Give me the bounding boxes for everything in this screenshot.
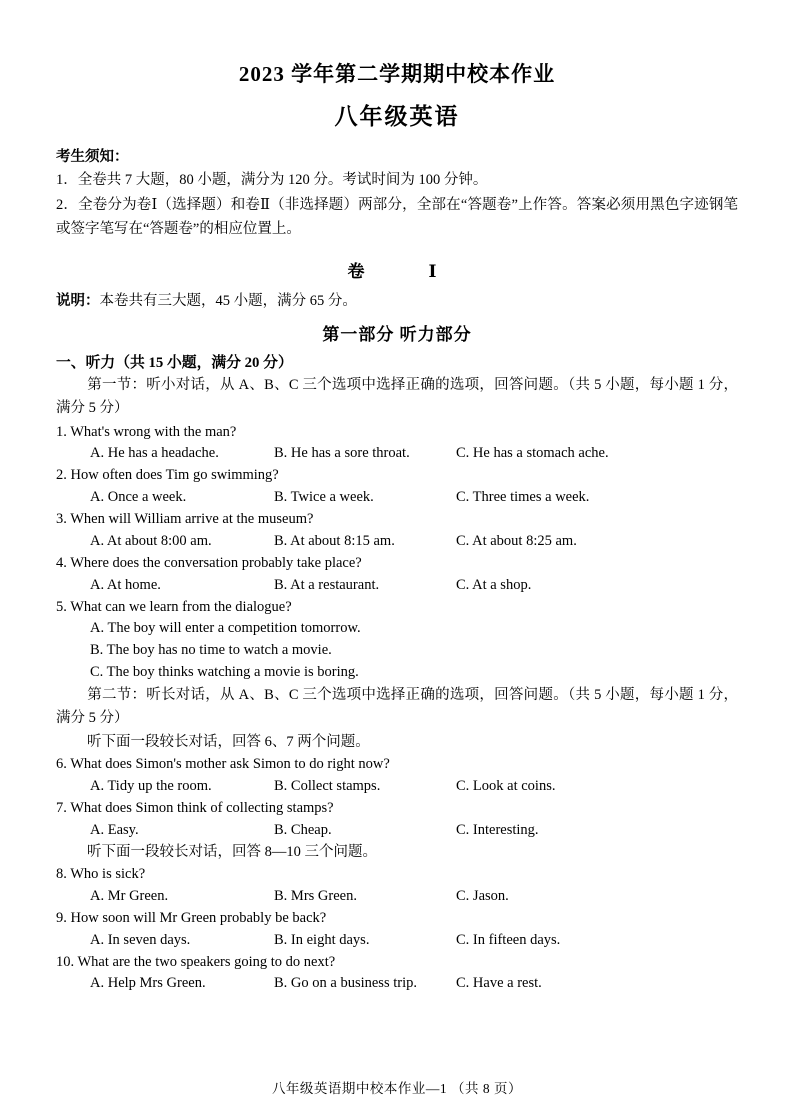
question-body: How soon will Mr Green probably be back? [70,909,327,926]
question-number: 5. [56,598,67,615]
option-b[interactable]: B. Cheap. [274,821,332,838]
option-a[interactable]: A. The boy will enter a competition tomorrow. [90,620,361,637]
notice-heading: 考生须知： [56,149,129,165]
page-title: 2023 学年第二学期期中校本作业 [238,62,556,86]
option-c[interactable]: C. At about 8:25 am. [456,532,577,549]
option-row [56,443,738,464]
option-row [56,487,738,508]
option-c[interactable]: C. Jason. [456,887,509,904]
question-body: When will William arrive at the museum? [70,511,314,528]
question-number: 10. [56,953,75,970]
option-b[interactable]: B. Twice a week. [274,489,374,506]
option-row [56,820,738,841]
question-text [56,798,738,820]
question-text [56,754,738,776]
question-body: Where does the conversation probably take place? [70,554,362,571]
option-c[interactable]: C. At a shop. [456,576,532,593]
section-one-note [56,374,738,421]
question-text [56,553,738,575]
option-b[interactable]: B. Collect stamps. [274,777,381,794]
option-c[interactable]: C. Look at coins. [456,777,556,794]
option-a[interactable]: A. Once a week. [90,489,187,506]
paper-label: 卷 Ⅰ [347,262,447,282]
option-a[interactable]: A. In seven days. [90,931,191,948]
paper-explain-text: 本卷共有三大题，45 小题，满分 65 分。 [99,293,357,310]
option-b[interactable]: B. He has a sore throat. [274,445,410,462]
option-a[interactable]: A. Easy. [90,821,139,838]
option-a[interactable]: A. Mr Green. [90,887,169,904]
question-number: 3. [56,511,67,528]
option-c[interactable]: C. Three times a week. [456,489,590,506]
question-text [56,465,738,487]
listening-heading: 一、听力（共 15 小题，满分 20 分） [56,354,293,371]
option-a[interactable]: A. Tidy up the room. [90,777,212,794]
page-subtitle: 八年级英语 [334,104,460,129]
section-one-note-text: 第一节：听小对话，从 A、B、C 三个选项中选择正确的选项，回答问题。（共 5 小题，每小题 1 分，满分 5 分） [56,376,738,417]
listening-instruction-2: 听下面一段较长对话，回答 8—10 三个问题。 [87,843,377,860]
question-text [56,597,738,619]
option-c[interactable]: C. Interesting. [456,821,539,838]
question-text [56,952,738,974]
question-body: What does Simon think of collecting stamps? [70,799,334,816]
option-b[interactable]: B. Go on a business trip. [274,975,417,992]
option-row [56,930,738,951]
option-a[interactable]: A. He has a headache. [90,445,219,462]
option-stack [56,618,738,683]
question-number: 6. [56,756,67,773]
option-row [56,531,738,552]
question-number: 4. [56,554,67,571]
part-one-title: 第一部分 听力部分 [322,324,472,344]
option-b[interactable]: B. At a restaurant. [274,576,380,593]
question-body: What's wrong with the man? [70,423,237,440]
paper-explain [56,290,738,313]
option-b[interactable]: B. In eight days. [274,931,370,948]
question-number: 8. [56,866,67,883]
question-number: 7. [56,799,67,816]
notice-line-2: 2．全卷分为卷Ⅰ（选择题）和卷Ⅱ（非选择题）两部分，全部在“答题卷”上作答。答案必须用黑色字迹钢笔或签字笔写在“答题卷”的相应位置上。 [56,197,738,237]
option-row [56,973,738,994]
option-a[interactable]: A. At home. [90,576,161,593]
listening-instruction-1: 听下面一段较长对话，回答 6、7 两个问题。 [87,733,370,750]
option-c[interactable]: C. He has a stomach ache. [456,445,609,462]
option-row [56,575,738,596]
question-text [56,864,738,886]
option-c[interactable]: C. Have a rest. [456,975,542,992]
question-text [56,509,738,531]
notice-line-1: 1．全卷共 7 大题，80 小题，满分为 120 分。考试时间为 100 分钟。 [56,172,488,188]
option-a[interactable]: A. Help Mrs Green. [90,975,206,992]
question-body: Who is sick? [70,866,146,883]
question-number: 9. [56,909,67,926]
option-b[interactable]: B. The boy has no time to watch a movie. [90,642,332,659]
section-two-note-text: 第二节：听长对话，从 A、B、C 三个选项中选择正确的选项，回答问题。（共 5 小题，每小题 1 分，满分 5 分） [56,686,738,727]
question-number: 1. [56,423,67,440]
question-text [56,908,738,930]
option-c[interactable]: C. In fifteen days. [456,931,561,948]
question-body: What does Simon's mother ask Simon to do right now? [70,756,390,773]
paper-explain-prefix: 说明： [56,293,100,310]
option-a[interactable]: A. At about 8:00 am. [90,532,212,549]
question-body: How often does Tim go swimming? [70,467,279,484]
option-b[interactable]: B. At about 8:15 am. [274,532,395,549]
question-body: What can we learn from the dialogue? [70,598,292,615]
question-number: 2. [56,467,67,484]
section-two-note [56,684,738,731]
option-b[interactable]: B. Mrs Green. [274,887,357,904]
option-c[interactable]: C. The boy thinks watching a movie is boring. [90,663,359,680]
question-text [56,422,738,444]
option-row [56,886,738,907]
option-row [56,776,738,797]
question-body: What are the two speakers going to do next? [77,953,336,970]
page-footer: 八年级英语期中校本作业—1 （共 8 页） [271,1081,523,1096]
